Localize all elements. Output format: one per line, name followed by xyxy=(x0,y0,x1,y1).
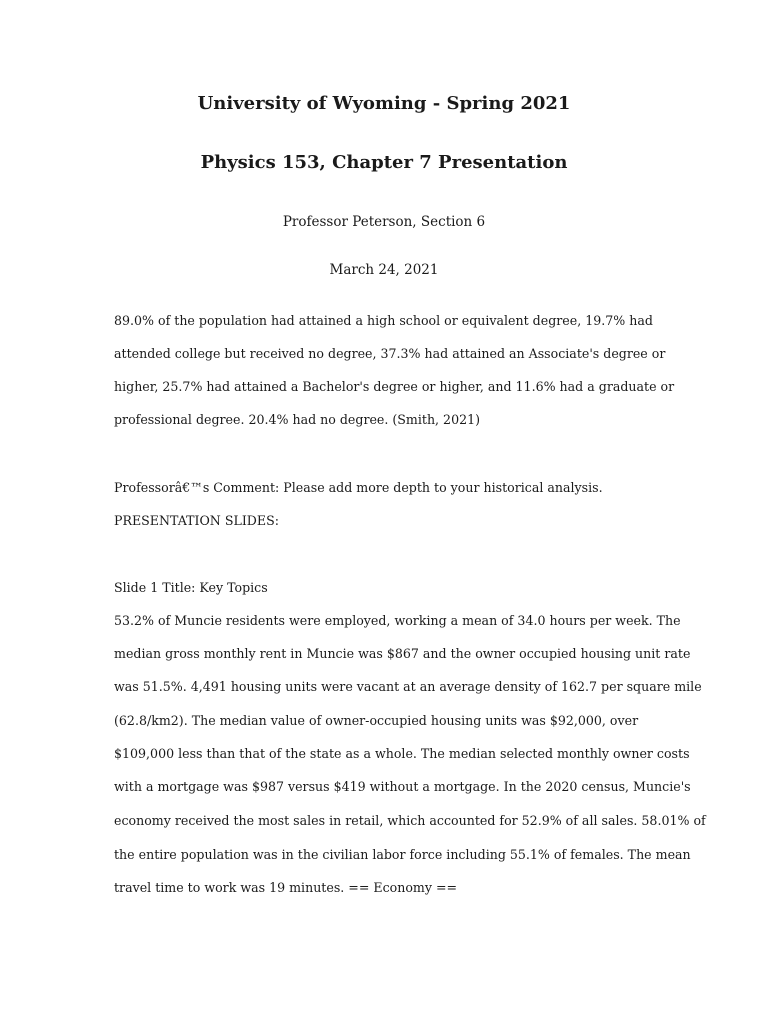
paragraph2-line: travel time to work was 19 minutes. == Economy == xyxy=(114,880,458,895)
paragraph1-line: 89.0% of the population had attained a high school or equivalent degree, 19.7% had xyxy=(114,313,653,328)
paragraph1-line: attended college but received no degree, 37.3% had attained an Associate's degree or xyxy=(114,346,666,361)
slide1-title: Slide 1 Title: Key Topics xyxy=(114,580,268,595)
paragraph2-line: $109,000 less than that of the state as a whole. The median selected monthly owner costs xyxy=(114,746,690,761)
paragraph1-line: professional degree. 20.4% had no degree. (Smith, 2021) xyxy=(114,412,481,427)
paragraph2-line: was 51.5%. 4,491 housing units were vacant at an average density of 162.7 per square mile xyxy=(114,679,702,694)
paragraph2-line: economy received the most sales in retail, which accounted for 52.9% of all sales. 58.01% of xyxy=(114,813,706,828)
professor-line: Professor Peterson, Section 6 xyxy=(282,214,486,230)
paragraph1-line: higher, 25.7% had attained a Bachelor's degree or higher, and 11.6% had a graduate or xyxy=(114,379,675,394)
university-title: University of Wyoming - Spring 2021 xyxy=(197,93,571,114)
paragraph2-line: 53.2% of Muncie residents were employed, working a mean of 34.0 hours per week. The xyxy=(114,613,681,628)
course-title: Physics 153, Chapter 7 Presentation xyxy=(200,152,568,173)
paragraph2-line: (62.8/km2). The median value of owner-occupied housing units was $92,000, over xyxy=(114,713,639,728)
date-line: March 24, 2021 xyxy=(329,262,439,278)
slides-heading: PRESENTATION SLIDES: xyxy=(114,513,279,528)
professor-comment: Professorâ€™s Comment: Please add more depth to your historical analysis. xyxy=(114,480,603,495)
paragraph2-line: with a mortgage was $987 versus $419 without a mortgage. In the 2020 census, Muncie's xyxy=(114,779,691,794)
paragraph2-line: the entire population was in the civilian labor force including 55.1% of females. The mean xyxy=(114,847,691,862)
paragraph2-line: median gross monthly rent in Muncie was $867 and the owner occupied housing unit rate xyxy=(114,646,691,661)
